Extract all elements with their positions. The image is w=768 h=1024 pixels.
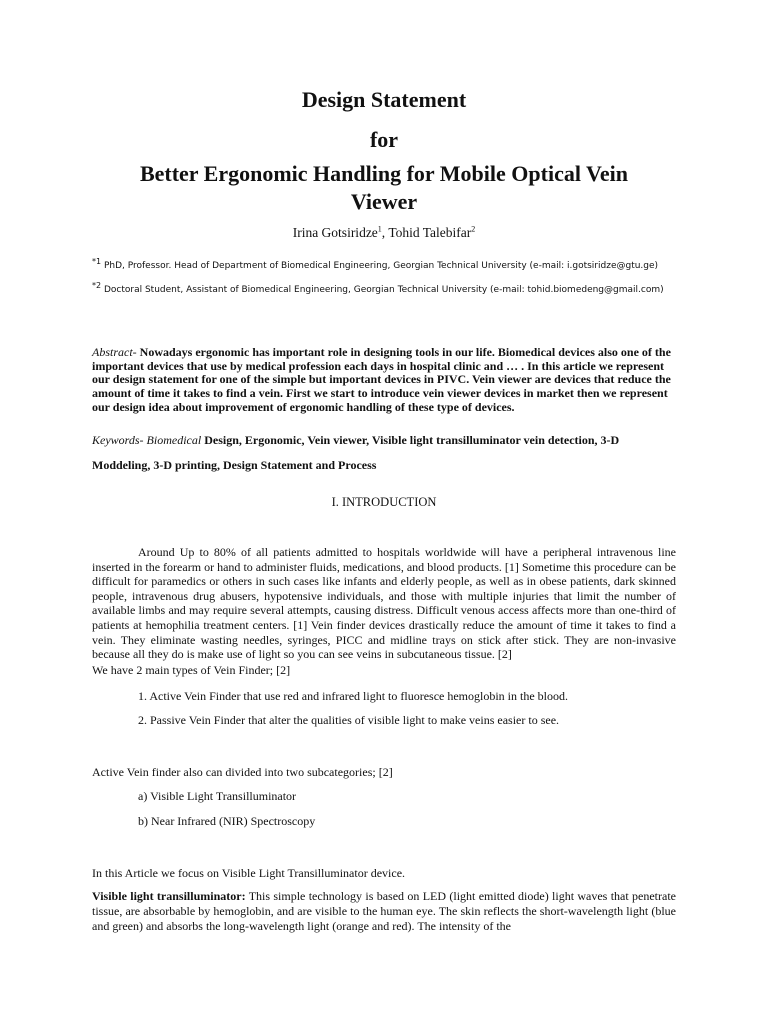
article-focus-sentence: In this Article we focus on Visible Light Transilluminator device. bbox=[92, 866, 406, 880]
affiliation-1 bbox=[92, 257, 692, 272]
abstract-label: Abstract- bbox=[92, 345, 137, 359]
introduction-paragraph: Around Up to 80% of all patients admitted to hospitals worldwide will have a peripheral intravenous line inserted in the forearm or hand to administer fluids, medications, and blood products. [1] Sometime this procedure can be difficult for paramedics or others in such cases like infants and elderly people, as well as in obese patients, dark skinned people, intravenous drug abusers, hypotensive individuals, and those with multiple injuries that limit the number of available limbs and may require several attempts, causing distress. Difficult venous access affects more than one-third of patients at hemophilia treatment centers. [1] Vein finder devices drastically reduce the amount of time it takes to find a vein. They eliminate wasting needles, syringes, PICC and midline trays on stick after stick. They are non-invasive because all they do is make use of light so you can see veins in subcutaneous tissue. [2] bbox=[92, 545, 676, 662]
author-separator: , bbox=[381, 225, 389, 240]
author-2-superscript: 2 bbox=[471, 224, 476, 234]
subcategory-b: b) Near Infrared (NIR) Spectroscopy bbox=[138, 814, 316, 828]
title-line-1: Design Statement bbox=[301, 87, 467, 112]
keywords-text: Design, Ergonomic, Vein viewer, Visible light transilluminator vein detection, 3-D Moddeling, 3-D printing, Design Statement and Process bbox=[92, 433, 620, 472]
subcategory-a: a) Visible Light Transilluminator bbox=[138, 789, 297, 803]
affiliation-2 bbox=[92, 281, 692, 296]
author-1-superscript: 1 bbox=[377, 224, 382, 234]
author-list bbox=[0, 224, 768, 242]
affiliation-1-text: PhD, Professor. Head of Department of Biomedical Engineering, Georgian Technical University (e-mail: i.gotsiridze@gtu.ge) bbox=[101, 261, 659, 271]
keywords-paragraph bbox=[92, 428, 676, 478]
vein-finder-type-2: 2. Passive Vein Finder that alter the qualities of visible light to make veins easier to see. bbox=[138, 713, 560, 727]
visible-light-transilluminator-paragraph bbox=[92, 889, 676, 934]
section-heading-introduction: I. INTRODUCTION bbox=[331, 495, 437, 509]
affiliation-1-mark: *1 bbox=[92, 257, 102, 266]
affiliation-2-mark: *2 bbox=[92, 281, 102, 290]
vein-finder-type-1: 1. Active Vein Finder that use red and infrared light to fluoresce hemoglobin in the blood. bbox=[138, 689, 569, 703]
abstract-paragraph bbox=[92, 346, 676, 415]
keywords-label: Keywords- Biomedical bbox=[92, 433, 202, 447]
active-subcategories-intro: Active Vein finder also can divided into two subcategories; [2] bbox=[92, 765, 393, 779]
author-1-name: Irina Gotsiridze bbox=[292, 225, 378, 240]
abstract-text: Nowadays ergonomic has important role in designing tools in our life. Biomedical devices also one of the important devices that use by medical profession each days in hospital clinic and … . In this article we represent our design statement for one of the simple but important devices in PIVC. Vein viewer are devices that reduce the amount of time it takes to find a vein. First we start to introduce vein viewer devices in market then we represent our design idea about improvement of ergonomic handling of these type of devices. bbox=[92, 345, 671, 414]
affiliation-2-text: Doctoral Student, Assistant of Biomedical Engineering, Georgian Technical University (e-mail: tohid.biomedeng@gmail.com) bbox=[101, 285, 664, 295]
author-2-name: Tohid Talebifar bbox=[388, 225, 472, 240]
title-line-2: for bbox=[369, 127, 399, 152]
title-line-3: Better Ergonomic Handling for Mobile Optical Vein Viewer bbox=[139, 161, 629, 214]
vlt-text: This simple technology is based on LED (light emitted diode) light waves that penetrate tissue, are absorbable by hemoglobin, and are visible to the human eye. The skin reflects the short-wavelength light (blue and green) and absorbs the long-wavelength light (orange and red). The intensity of the bbox=[92, 889, 676, 933]
vlt-label: Visible light transilluminator: bbox=[92, 889, 246, 903]
vein-finder-types-intro: We have 2 main types of Vein Finder; [2] bbox=[92, 663, 291, 677]
